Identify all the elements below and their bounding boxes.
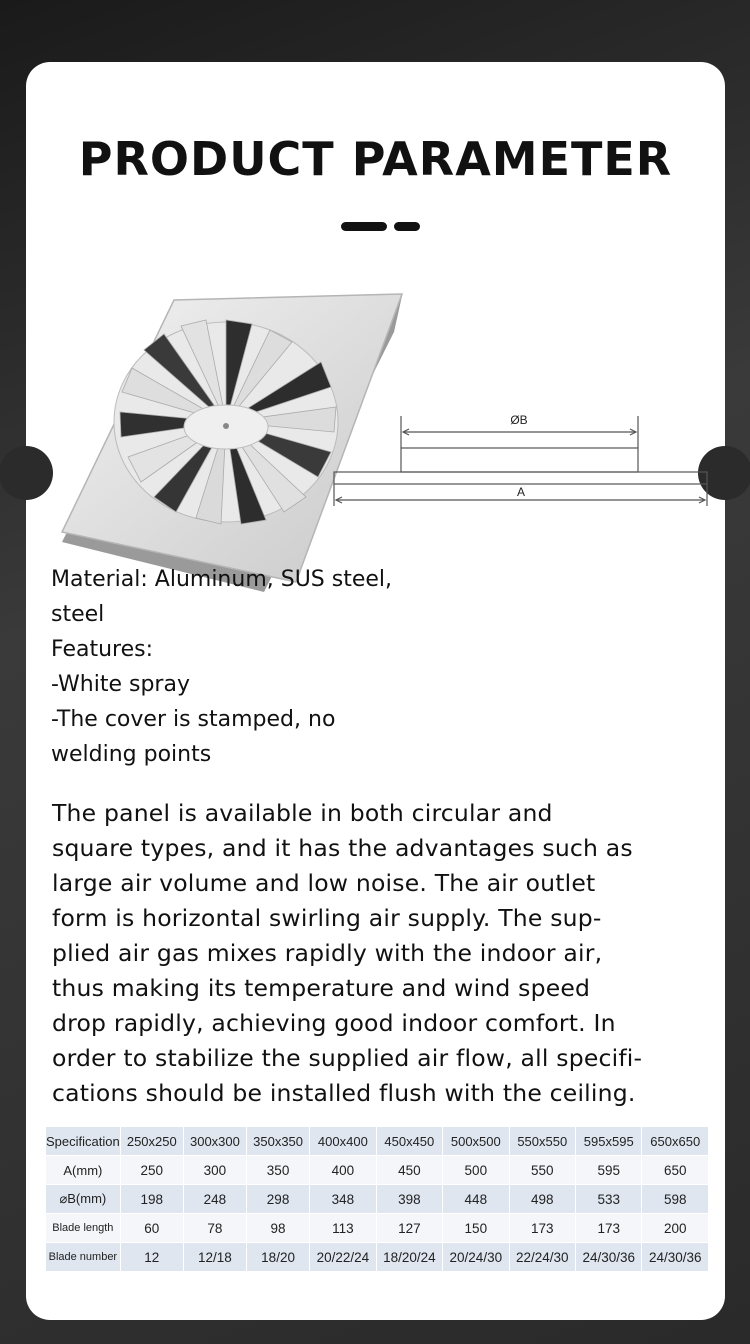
- table-cell: 12/18: [183, 1243, 246, 1272]
- title-underline-long: [341, 222, 387, 231]
- title-underline-short: [394, 222, 420, 231]
- table-cell: 533: [576, 1185, 642, 1214]
- table-cell: 300: [183, 1156, 246, 1185]
- dimension-a-label: A: [516, 485, 526, 499]
- description-line: thus making its temperature and wind speed: [52, 974, 591, 1002]
- table-cell: 400: [310, 1156, 376, 1185]
- table-cell: 173: [509, 1214, 575, 1243]
- table-cell: 448: [443, 1185, 509, 1214]
- table-cell: Blade number: [46, 1243, 121, 1272]
- table-cell: 350: [247, 1156, 310, 1185]
- table-cell: 250: [120, 1156, 183, 1185]
- card-notch-left: [0, 446, 53, 500]
- table-cell: 500x500: [443, 1127, 509, 1156]
- description-line: order to stabilize the supplied air flow, all specifi-: [52, 1044, 643, 1072]
- table-cell: 18/20/24: [376, 1243, 442, 1272]
- table-cell: 127: [376, 1214, 442, 1243]
- table-cell: 650: [642, 1156, 709, 1185]
- description-line: drop rapidly, achieving good indoor comfort. In: [52, 1009, 616, 1037]
- table-cell: 350x350: [247, 1127, 310, 1156]
- description-line: large air volume and low noise. The air outlet: [52, 869, 596, 897]
- table-cell: 550x550: [509, 1127, 575, 1156]
- table-row: [46, 1243, 709, 1272]
- table-row: [46, 1156, 709, 1185]
- table-row: [46, 1214, 709, 1243]
- table-cell: 200: [642, 1214, 709, 1243]
- table-cell: 400x400: [310, 1127, 376, 1156]
- features-text: [51, 562, 471, 772]
- table-row: [46, 1185, 709, 1214]
- table-cell: 113: [310, 1214, 376, 1243]
- table-cell: Blade length: [46, 1214, 121, 1243]
- table-cell: 78: [183, 1214, 246, 1243]
- table-cell: 398: [376, 1185, 442, 1214]
- description-line: square types, and it has the advantages such as: [52, 834, 633, 862]
- description-line: plied air gas mixes rapidly with the indoor air,: [52, 939, 603, 967]
- table-cell: 300x300: [183, 1127, 246, 1156]
- table-cell: 22/24/30: [509, 1243, 575, 1272]
- features-line: -White spray: [51, 672, 190, 697]
- features-line: steel: [51, 602, 105, 627]
- description-paragraph: [52, 796, 712, 1111]
- features-line: -The cover is stamped, no: [51, 707, 336, 732]
- table-cell: 20/22/24: [310, 1243, 376, 1272]
- table-row: [46, 1127, 709, 1156]
- table-cell: 198: [120, 1185, 183, 1214]
- table-cell: 173: [576, 1214, 642, 1243]
- table-cell: 20/24/30: [443, 1243, 509, 1272]
- table-cell: 98: [247, 1214, 310, 1243]
- table-cell: 150: [443, 1214, 509, 1243]
- dimension-diagram: [331, 408, 711, 523]
- table-cell: 450: [376, 1156, 442, 1185]
- table-cell: 450x450: [376, 1127, 442, 1156]
- table-cell: 348: [310, 1185, 376, 1214]
- features-line: welding points: [51, 742, 212, 767]
- description-line: The panel is available in both circular and: [52, 799, 553, 827]
- description-line: cations should be installed flush with the ceiling.: [52, 1079, 636, 1107]
- table-cell: 24/30/36: [642, 1243, 709, 1272]
- table-cell: 250x250: [120, 1127, 183, 1156]
- features-line: Material: Aluminum, SUS steel,: [51, 567, 393, 592]
- table-cell: ⌀B(mm): [46, 1185, 121, 1214]
- content-card: [26, 62, 725, 1320]
- table-cell: 24/30/36: [576, 1243, 642, 1272]
- table-cell: 598: [642, 1185, 709, 1214]
- table-cell: Specification: [46, 1127, 121, 1156]
- table-cell: 595: [576, 1156, 642, 1185]
- description-line: form is horizontal swirling air supply. The sup-: [52, 904, 602, 932]
- table-cell: 595x595: [576, 1127, 642, 1156]
- diameter-b-label: ØB: [510, 413, 528, 427]
- table-cell: 500: [443, 1156, 509, 1185]
- table-cell: 498: [509, 1185, 575, 1214]
- table-cell: 248: [183, 1185, 246, 1214]
- table-cell: 12: [120, 1243, 183, 1272]
- specification-table: [45, 1126, 709, 1272]
- table-cell: A(mm): [46, 1156, 121, 1185]
- table-cell: 650x650: [642, 1127, 709, 1156]
- table-cell: 550: [509, 1156, 575, 1185]
- table-cell: 60: [120, 1214, 183, 1243]
- page-title: PRODUCT PARAMETER: [78, 132, 673, 186]
- table-cell: 18/20: [247, 1243, 310, 1272]
- table-cell: 298: [247, 1185, 310, 1214]
- features-line: Features:: [51, 637, 154, 662]
